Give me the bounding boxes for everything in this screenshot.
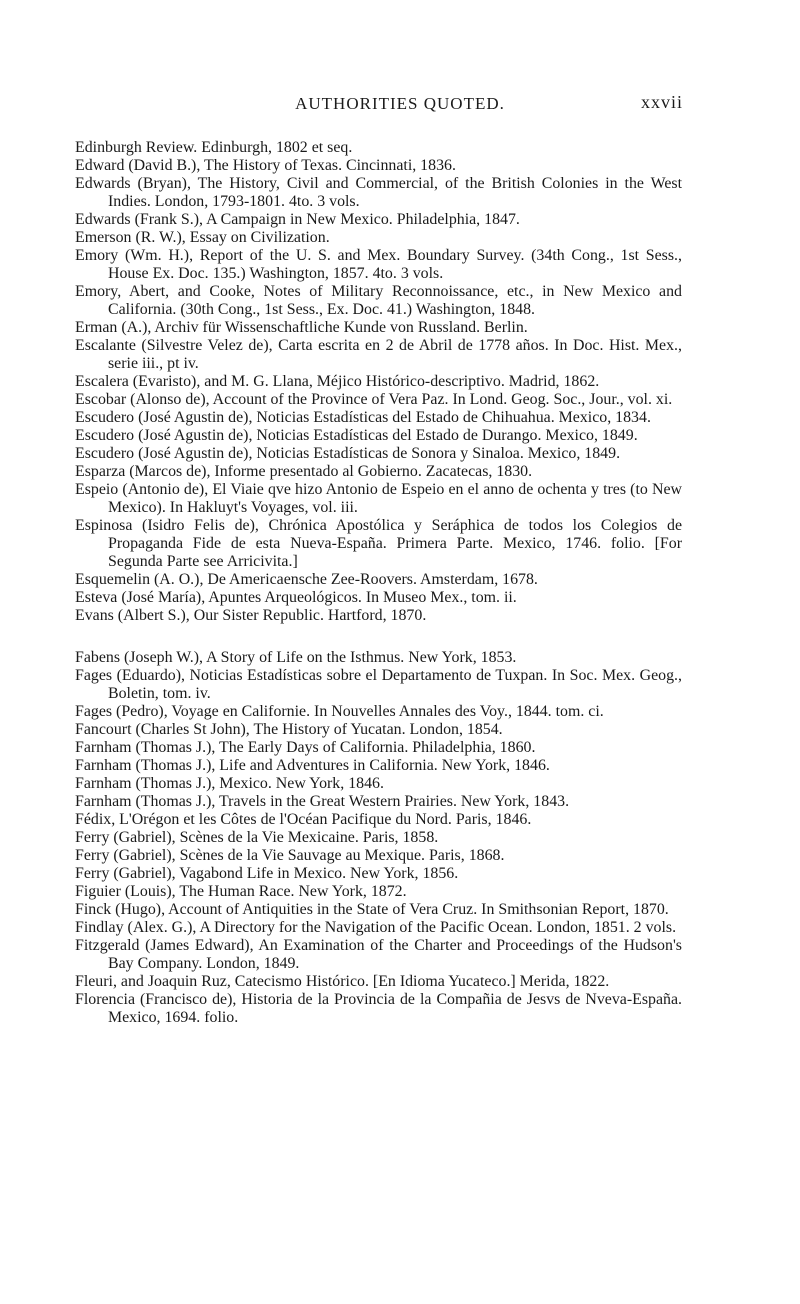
- bibliography-entry: Escobar (Alonso de), Account of the Province of Vera Paz. In Lond. Geog. Soc., Jour., vol. xi.: [75, 391, 673, 408]
- bibliography-entry: Ferry (Gabriel), Vagabond Life in Mexico. New York, 1856.: [75, 865, 459, 882]
- bibliography-entry: Emory, Abert, and Cooke, Notes of Military Reconnoissance, etc., in New Mexico and California. (30th Cong., 1st Sess., Ex. Doc. 41.) Washington, 1848.: [75, 283, 682, 318]
- bibliography-entry: Ferry (Gabriel), Scènes de la Vie Mexicaine. Paris, 1858.: [75, 829, 439, 846]
- bibliography-entry: Emerson (R. W.), Essay on Civilization.: [75, 229, 330, 246]
- bibliography-entry: Esparza (Marcos de), Informe presentado al Gobierno. Zacatecas, 1830.: [75, 463, 533, 480]
- bibliography-entry: Escudero (José Agustin de), Noticias Estadísticas de Sonora y Sinaloa. Mexico, 1849.: [75, 445, 621, 462]
- bibliography-entry: Esquemelin (A. O.), De Americaensche Zee-Roovers. Amsterdam, 1678.: [75, 571, 538, 588]
- bibliography-entry: Escudero (José Agustin de), Noticias Estadísticas del Estado de Durango. Mexico, 1849.: [75, 427, 638, 444]
- bibliography-entry: Fages (Pedro), Voyage en Californie. In Nouvelles Annales des Voy., 1844. tom. ci.: [75, 703, 604, 720]
- bibliography-entry: Edwards (Bryan), The History, Civil and Commercial, of the British Colonies in the West Indies. London, 1793-1801. 4to. 3 vols.: [75, 175, 682, 210]
- entries-group-e: [75, 139, 682, 625]
- page-number: xxvii: [640, 92, 683, 112]
- section-gap: [75, 625, 682, 649]
- bibliography-entry: Finck (Hugo), Account of Antiquities in the State of Vera Cruz. In Smithsonian Report, 1870.: [75, 901, 669, 918]
- bibliography-entry: Fancourt (Charles St John), The History of Yucatan. London, 1854.: [75, 721, 503, 738]
- bibliography-entry: Farnham (Thomas J.), Life and Adventures in California. New York, 1846.: [75, 757, 550, 774]
- bibliography-entry: Esteva (José María), Apuntes Arqueológicos. In Museo Mex., tom. ii.: [75, 589, 517, 606]
- bibliography-entry: Fitzgerald (James Edward), An Examination of the Charter and Proceedings of the Hudson's Bay Company. London, 1849.: [75, 937, 682, 972]
- bibliography-entry: Erman (A.), Archiv für Wissenschaftliche Kunde von Russland. Berlin.: [75, 319, 528, 336]
- bibliography-entry: Escalante (Silvestre Velez de), Carta escrita en 2 de Abril de 1778 años. In Doc. Hist. Mex., serie iii., pt iv.: [75, 337, 682, 372]
- bibliography-entry: Edinburgh Review. Edinburgh, 1802 et seq.: [75, 139, 353, 156]
- bibliography-entry: Fédix, L'Orégon et les Côtes de l'Océan Pacifique du Nord. Paris, 1846.: [75, 811, 532, 828]
- bibliography-entry: Escudero (José Agustin de), Noticias Estadísticas del Estado de Chihuahua. Mexico, 1834.: [75, 409, 651, 426]
- running-title: AUTHORITIES QUOTED.: [295, 94, 505, 113]
- bibliography-entry: Figuier (Louis), The Human Race. New York, 1872.: [75, 883, 407, 900]
- bibliography-entry: Fages (Eduardo), Noticias Estadísticas sobre el Departamento de Tuxpan. In Soc. Mex. Geog., Boletin, tom. iv.: [75, 667, 682, 702]
- bibliography-entry: Florencia (Francisco de), Historia de la Provincia de la Compañia de Jesvs de Nveva-España. Mexico, 1694. folio.: [75, 991, 682, 1026]
- bibliography-entry: Escalera (Evaristo), and M. G. Llana, Méjico Histórico-descriptivo. Madrid, 1862.: [75, 373, 600, 390]
- bibliography-entry: Edwards (Frank S.), A Campaign in New Mexico. Philadelphia, 1847.: [75, 211, 520, 228]
- bibliography-entry: Farnham (Thomas J.), The Early Days of California. Philadelphia, 1860.: [75, 739, 536, 756]
- bibliography-entry: Farnham (Thomas J.), Travels in the Great Western Prairies. New York, 1843.: [75, 793, 570, 810]
- bibliography-entry: Espinosa (Isidro Felis de), Chrónica Apostólica y Seráphica de todos los Colegios de Propaganda Fide de esta Nueva-España. Primera Parte. Mexico, 1746. folio. [For Segunda Parte see Arricivita.]: [75, 517, 682, 570]
- bibliography-list: [75, 139, 682, 1027]
- bibliography-entry: Edward (David B.), The History of Texas. Cincinnati, 1836.: [75, 157, 456, 174]
- bibliography-entry: Emory (Wm. H.), Report of the U. S. and Mex. Boundary Survey. (34th Cong., 1st Sess., House Ex. Doc. 135.) Washington, 1857. 4to. 3 vols.: [75, 247, 682, 282]
- entries-group-f: [75, 649, 682, 1027]
- bibliography-entry: Evans (Albert S.), Our Sister Republic. Hartford, 1870.: [75, 607, 427, 624]
- bibliography-entry: Findlay (Alex. G.), A Directory for the Navigation of the Pacific Ocean. London, 1851. 2 vols.: [75, 919, 677, 936]
- bibliography-entry: Fleuri, and Joaquin Ruz, Catecismo Histórico. [En Idioma Yucateco.] Merida, 1822.: [75, 973, 610, 990]
- bibliography-entry: Fabens (Joseph W.), A Story of Life on the Isthmus. New York, 1853.: [75, 649, 517, 666]
- bibliography-entry: Espeio (Antonio de), El Viaie qve hizo Antonio de Espeio en el anno de ochenta y tres (to New Mexico). In Hakluyt's Voyages, vol. iii.: [75, 481, 682, 516]
- bibliography-entry: Ferry (Gabriel), Scènes de la Vie Sauvage au Mexique. Paris, 1868.: [75, 847, 505, 864]
- bibliography-entry: Farnham (Thomas J.), Mexico. New York, 1846.: [75, 775, 384, 792]
